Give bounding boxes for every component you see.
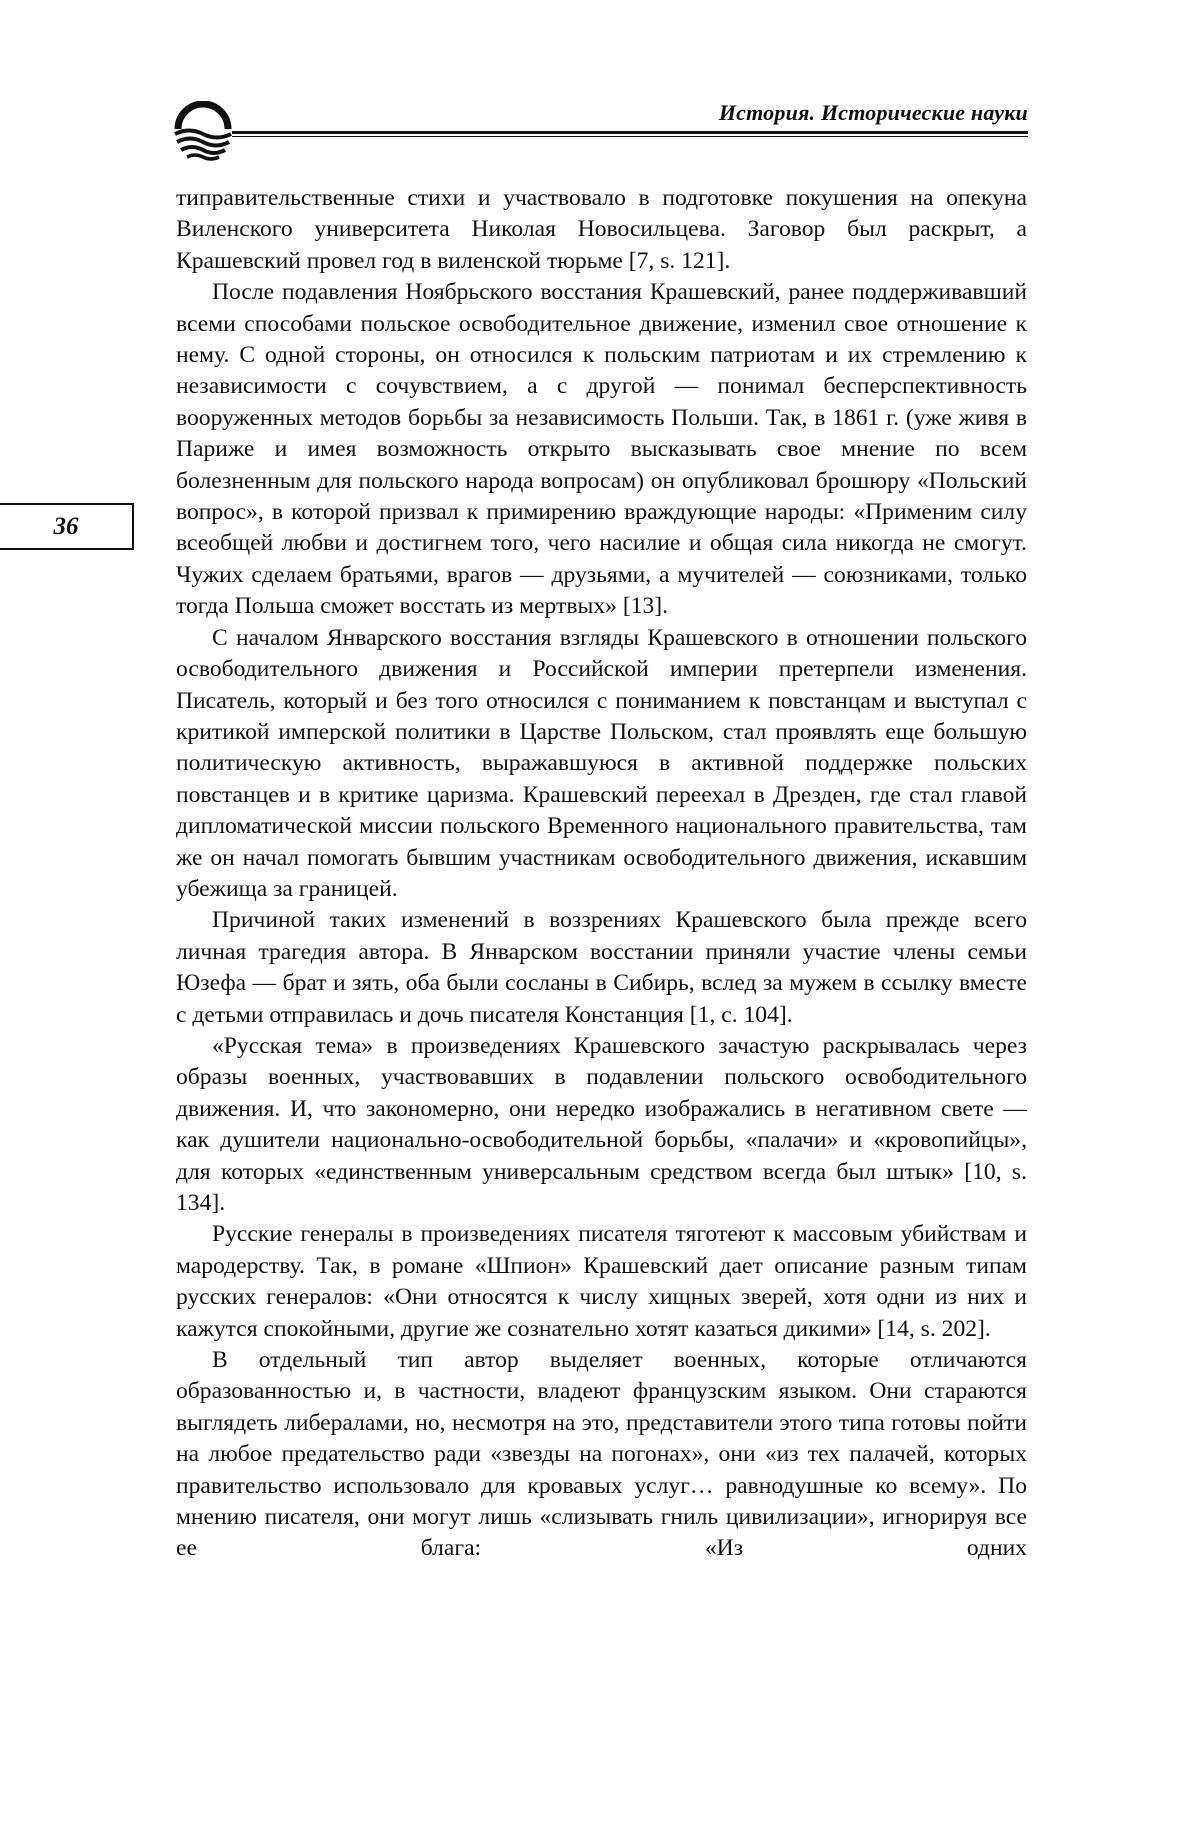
header-rule-thick bbox=[232, 131, 1028, 134]
paragraph: Русские генералы в произведениях писателя тяготеют к массовым убийствам и мародерству. Так, в романе «Шпион» Крашевский дает описание разным типам русских генералов: «Они относятся к числу хищных зверей, хотя одни из них и кажутся спокойными, другие же сознательно хотят казаться дикими» [14, s. 202]. bbox=[176, 1221, 1027, 1342]
paragraph: После подавления Ноябрьского восстания Крашевский, ранее поддерживавший всеми способами польское освободительное движение, изменил свое отношение к нему. С одной стороны, он относился к польским патриотам и их стремлению к независимости с сочувствием, а с другой — понимал бесперспективность вооруженных методов борьбы за независимость Польши. Так, в 1861 г. (уже живя в Париже и имея возможность открыто высказывать свое мнение по всем болезненным для польского народа вопросам) он опубликовал брошюру «Польский вопрос», в которой призвал к примирению враждующие народы: «Применим силу всеобщей любви и достигнем того, чего насилие и общая сила никогда не смогут. Чужих сделаем братьями, врагов — друзьями, а мучителей — союзниками, только тогда Польша сможет восстать из мертвых» [13]. bbox=[176, 279, 1027, 620]
page-number bbox=[0, 503, 134, 550]
header-rule-thin bbox=[232, 136, 1028, 137]
article-body bbox=[176, 183, 1027, 1565]
paragraph: типравительственные стихи и участвовало в подготовке покушения на опекуна Виленского университета Николая Новосильцева. Заговор был раскрыт, а Крашевский провел год в виленской тюрьме [7, s. 121]. bbox=[176, 185, 1027, 274]
paragraph: Причиной таких изменений в воззрениях Крашевского была прежде всего личная трагедия автора. В Январском восстании приняли участие члены семьи Юзефа — брат и зять, оба были сосланы в Сибирь, вслед за мужем в ссылку вместе с детьми отправилась и дочь писателя Констанция [1, с. 104]. bbox=[176, 907, 1027, 1028]
paragraph: С началом Январского восстания взгляды Крашевского в отношении польского освободительного движения и Российской империи претерпели изменения. Писатель, который и без того относился с пониманием к повстанцам и выступал с критикой имперской политики в Царстве Польском, стал проявлять еще большую политическую активность, выражавшуюся в активной поддержке польских повстанцев и в критике царизма. Крашевский переехал в Дрезден, где стал главой дипломатической миссии польского Временного национального правительства, там же он начал помогать бывшим участникам освободительного движения, искавшим убежища за границей. bbox=[176, 624, 1027, 902]
page-number-label: 36 bbox=[53, 512, 79, 540]
paragraph: В отдельный тип автор выделяет военных, которые отличаются образованностью и, в частности, владеют французским языком. Они стараются выглядеть либералами, но, несмотря на это, представители этого типа готовы пойти на любое предательство ради «звезды на погонах», они «из тех палачей, которых правительство использовало для кровавых услуг… равнодушные ко всему». По мнению писателя, они могут лишь «слизывать гниль цивилизации», игнорируя все ее блага: «Из одних bbox=[176, 1347, 1027, 1562]
paragraph: «Русская тема» в произведениях Крашевского зачастую раскрывалась через образы военных, участвовавших в подавлении польского освободительного движения. И, что закономерно, они нередко изображались в негативном свете — как душители национально-освободительной борьбы, «палачи» и «кровопийцы», для которых «единственным универсальным средством всегда был штык» [10, s. 134]. bbox=[176, 1032, 1027, 1216]
journal-logo-icon bbox=[172, 101, 234, 163]
running-header-title: История. Исторические науки bbox=[718, 100, 1028, 125]
